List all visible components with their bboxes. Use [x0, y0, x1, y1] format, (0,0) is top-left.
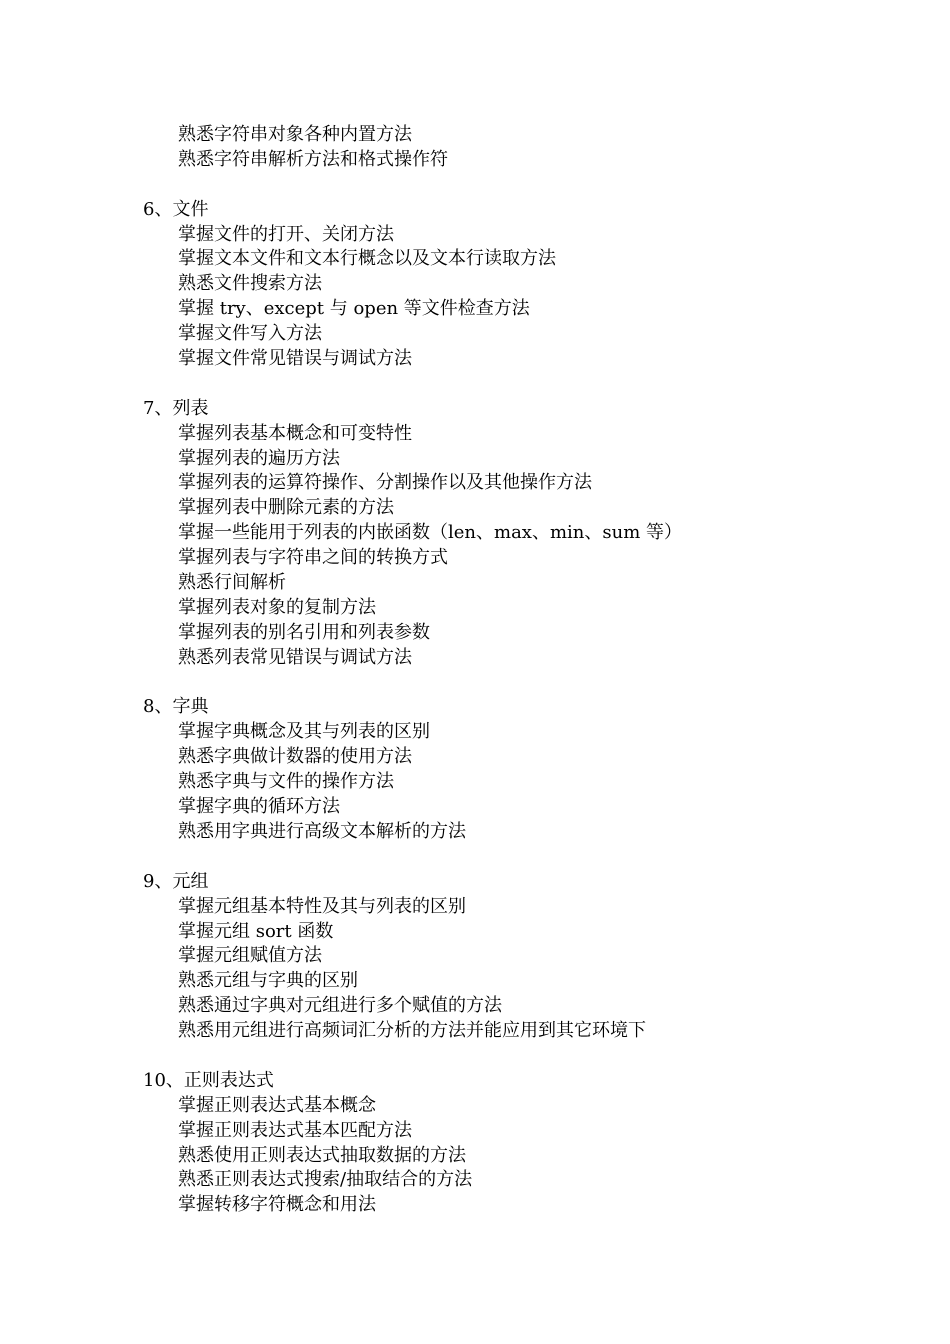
list-item: 掌握转移字符概念和用法 [178, 1194, 376, 1216]
spacer [0, 372, 950, 397]
list-item: 掌握元组赋值方法 [178, 945, 322, 967]
list-item: 掌握字典概念及其与列表的区别 [178, 721, 430, 743]
list-item: 熟悉通过字典对元组进行多个赋值的方法 [178, 995, 502, 1017]
list-item: 掌握 try、except 与 open 等文件检查方法 [178, 298, 530, 320]
list-item: 熟悉字符串解析方法和格式操作符 [178, 148, 448, 170]
list-item: 掌握元组 sort 函数 [178, 920, 334, 942]
list-item: 掌握列表的遍历方法 [178, 447, 340, 469]
list-item: 掌握字典的循环方法 [178, 796, 340, 818]
list-item: 熟悉元组与字典的区别 [178, 970, 358, 992]
list-item: 熟悉列表常见错误与调试方法 [178, 646, 412, 668]
list-item: 掌握正则表达式基本匹配方法 [178, 1119, 412, 1141]
list-item: 掌握文件写入方法 [178, 323, 322, 345]
list-item: 掌握正则表达式基本概念 [178, 1094, 376, 1116]
spacer [0, 671, 950, 696]
list-item: 掌握元组基本特性及其与列表的区别 [178, 895, 466, 917]
list-item: 掌握文件常见错误与调试方法 [178, 348, 412, 370]
list-item: 熟悉用元组进行高频词汇分析的方法并能应用到其它环境下 [178, 1020, 646, 1042]
spacer [0, 845, 950, 870]
section-heading: 9、元组 [143, 870, 209, 892]
list-item: 掌握文件的打开、关闭方法 [178, 223, 394, 245]
list-item: 掌握列表基本概念和可变特性 [178, 422, 412, 444]
list-item: 熟悉文件搜索方法 [178, 273, 322, 295]
document-body [0, 123, 950, 1218]
list-item: 熟悉使用正则表达式抽取数据的方法 [178, 1144, 466, 1166]
list-item: 熟悉行间解析 [178, 572, 286, 594]
list-item: 熟悉字典与文件的操作方法 [178, 771, 394, 793]
section-heading: 6、文件 [143, 198, 209, 220]
list-item: 熟悉正则表达式搜索/抽取结合的方法 [178, 1169, 473, 1191]
list-item: 掌握列表的运算符操作、分割操作以及其他操作方法 [178, 472, 592, 494]
section-heading: 10、正则表达式 [143, 1069, 274, 1091]
spacer [0, 173, 950, 198]
list-item: 掌握文本文件和文本行概念以及文本行读取方法 [178, 248, 556, 270]
section-heading: 7、列表 [143, 397, 209, 419]
list-item: 熟悉字符串对象各种内置方法 [178, 124, 412, 145]
list-item: 掌握一些能用于列表的内嵌函数（len、max、min、sum 等） [178, 522, 682, 544]
list-item: 掌握列表中删除元素的方法 [178, 497, 394, 519]
spacer [0, 1044, 950, 1069]
section-heading: 8、字典 [143, 696, 209, 718]
list-item: 掌握列表的别名引用和列表参数 [178, 621, 430, 643]
list-item: 熟悉字典做计数器的使用方法 [178, 746, 412, 768]
list-item: 熟悉用字典进行高级文本解析的方法 [178, 820, 466, 842]
list-item: 掌握列表与字符串之间的转换方式 [178, 547, 448, 569]
list-item: 掌握列表对象的复制方法 [178, 596, 376, 618]
